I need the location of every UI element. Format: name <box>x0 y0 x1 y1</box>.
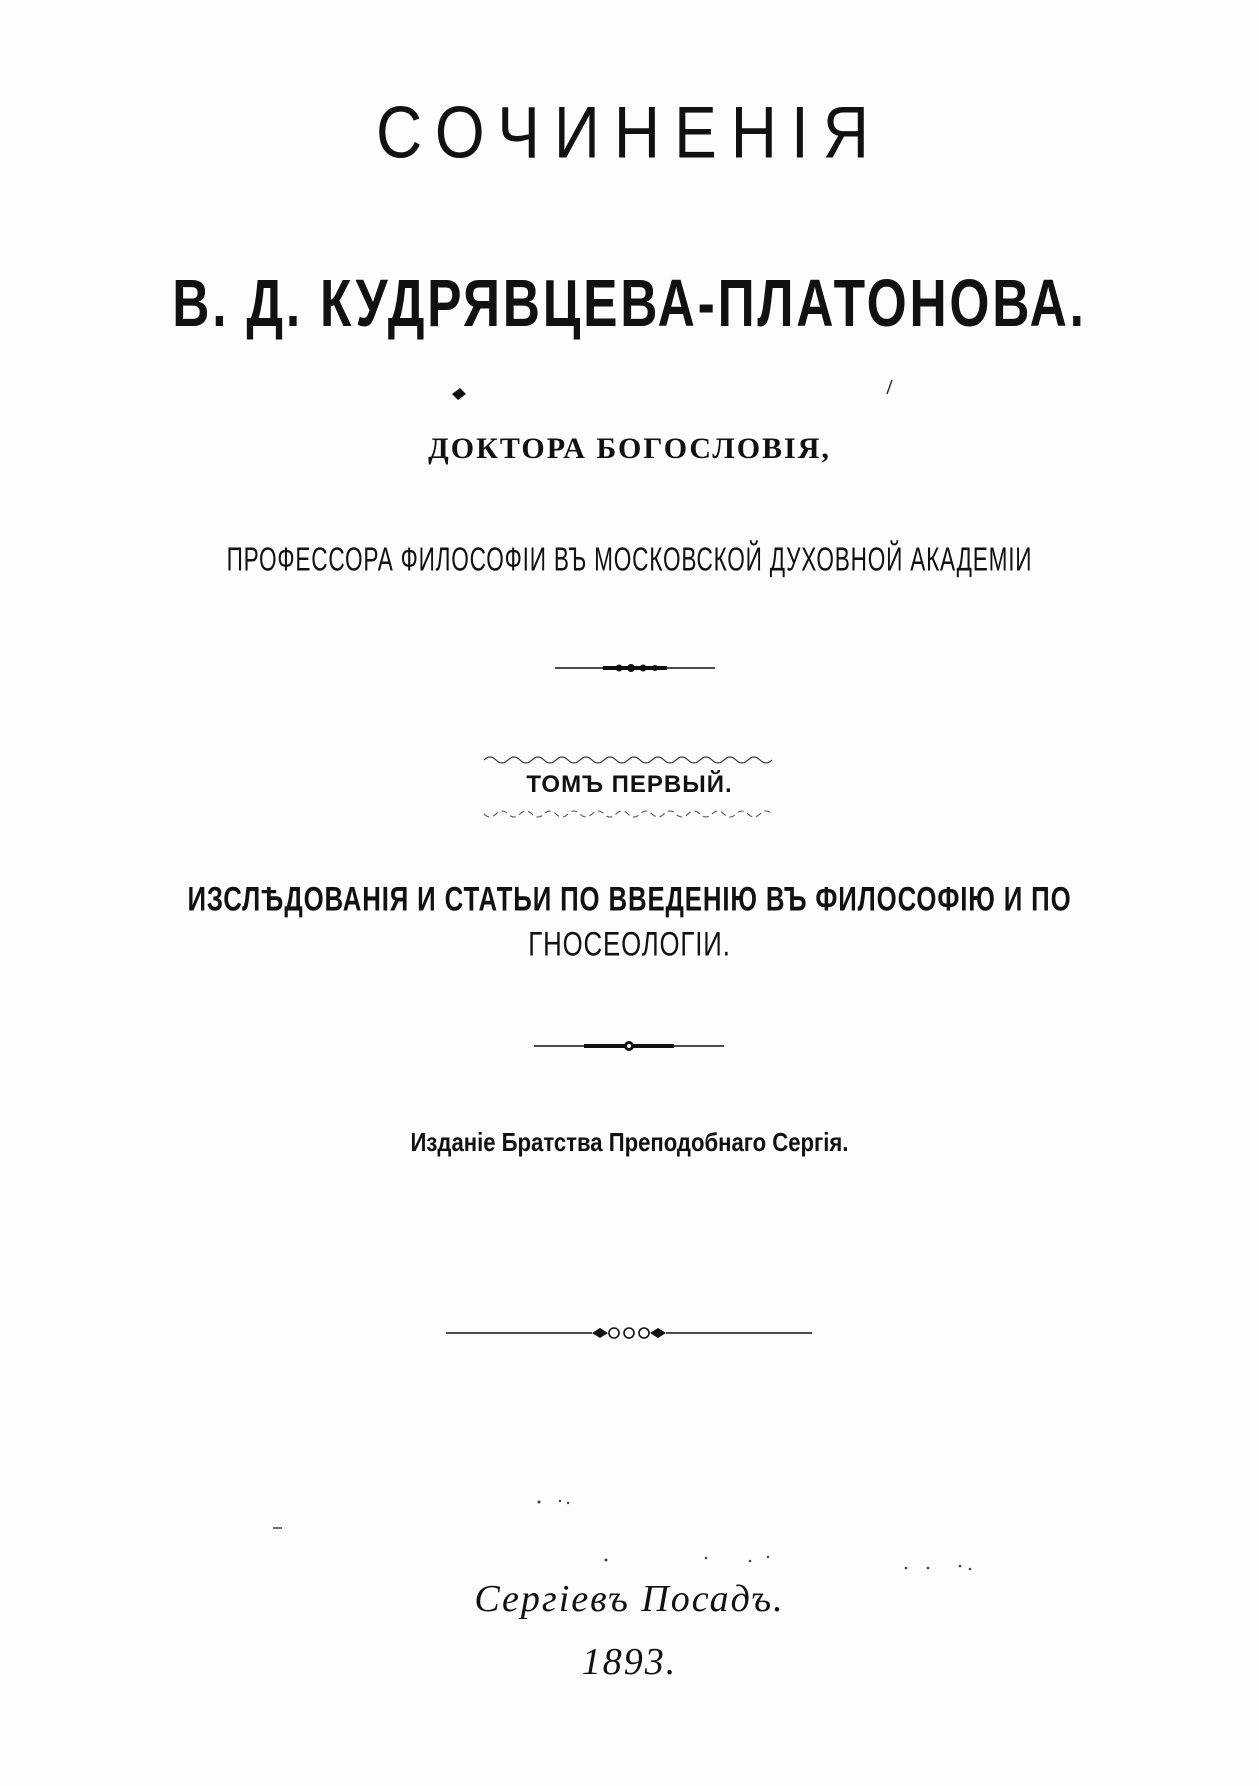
stray-mark <box>450 386 470 402</box>
wavy-ornament-top <box>484 754 774 766</box>
publication-year: 1893. <box>581 1641 678 1683</box>
volume-label: ТОМЪ ПЕРВЫЙ. <box>526 771 733 798</box>
stray-mark <box>598 1552 798 1568</box>
volume-subtitle-line-1: ИЗСЛѢДОВАНІЯ И СТАТЬИ ПО ВВЕДЕНІЮ ВЪ ФИЛОСОФІЮ И ПО <box>187 880 1072 919</box>
stray-mark <box>272 1525 284 1531</box>
ornamental-rule <box>446 1324 812 1342</box>
author-degree: ДОКТОРА БОГОСЛОВІЯ, <box>428 432 831 465</box>
series-title: СОЧИНЕНІЯ <box>376 90 883 174</box>
ornamental-rule <box>555 660 715 676</box>
publication-place: Сергіевъ Посадъ. <box>474 1578 785 1620</box>
volume-subtitle-line-2: ГНОСЕОЛОГІИ. <box>528 925 731 964</box>
author-position: ПРОФЕССОРА ФИЛОСОФІИ ВЪ МОСКОВСКОЙ ДУХОВНОЙ АКАДЕМІИ <box>226 541 1033 579</box>
publisher-line: Изданіе Братства Преподобнаго Сергія. <box>410 1127 849 1157</box>
wavy-ornament-bottom <box>484 808 774 820</box>
ornamental-rule <box>534 1038 724 1054</box>
stray-mark <box>536 1497 576 1509</box>
stray-mark <box>884 378 896 398</box>
stray-mark <box>900 1560 980 1576</box>
author-name: В. Д. КУДРЯВЦЕВА-ПЛАТОНОВА. <box>172 264 1087 341</box>
